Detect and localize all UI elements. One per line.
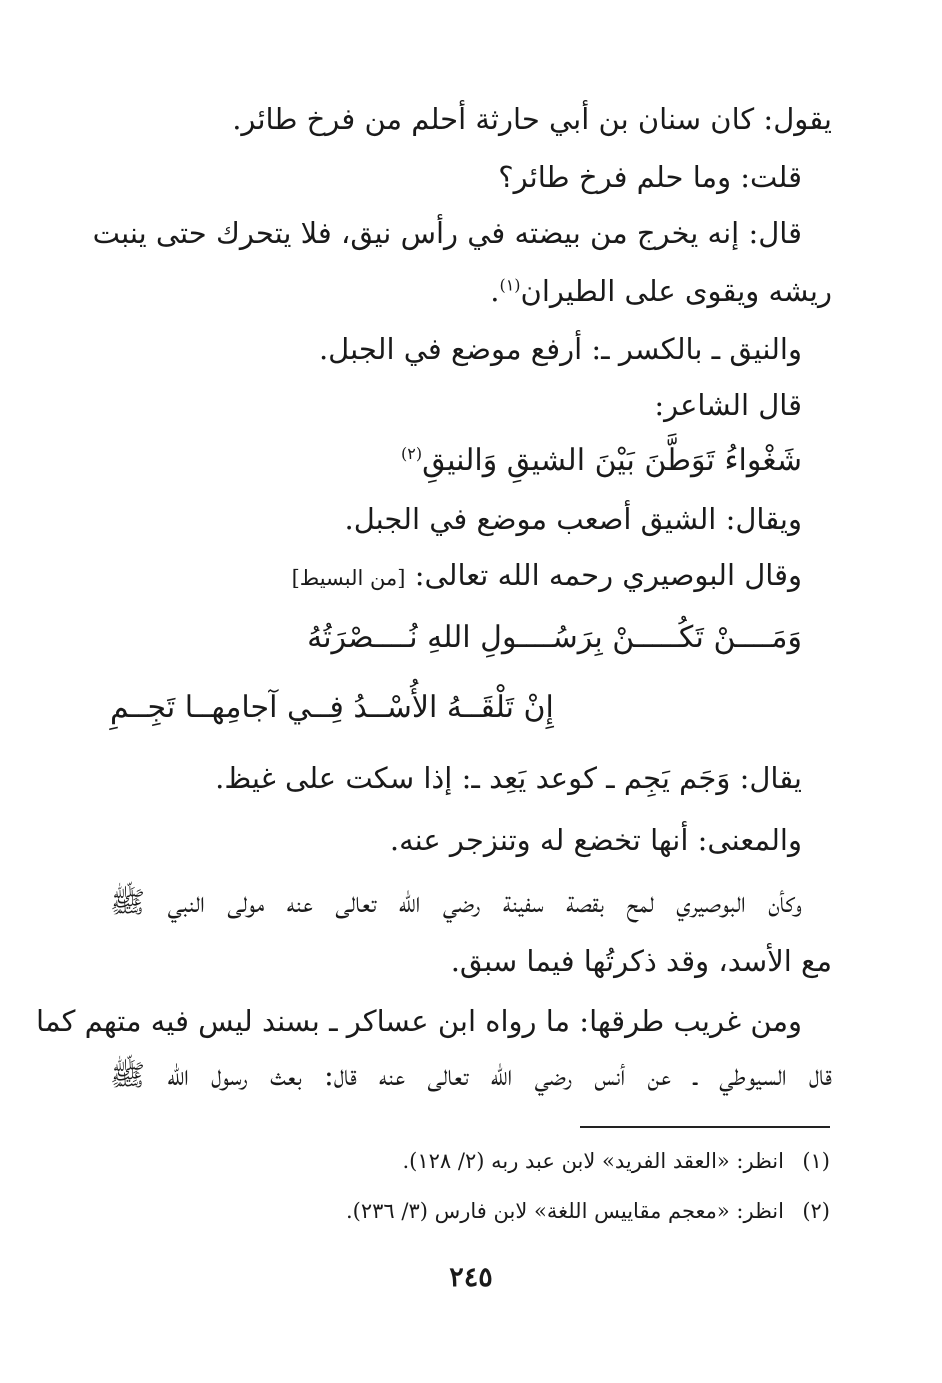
text-line-9: يقال: وَجَم يَجِم ـ كوعد يَعِد ـ: إذا سكت على غيظ. — [215, 761, 802, 795]
verse-hemistich-1: وَمَــــنْ تَكُـــــنْ بِرَسُــــولِ اللهِ نُــــصْرَتُهُ — [307, 620, 802, 655]
verse-line-1-content: شَغْواءُ تَوَطَّنَ بَيْنَ الشيقِ وَالنيقِ — [422, 443, 802, 478]
footnote-1-text: انظر: «العقد الفريد» لابن عبد ربه (٢/ ١٢٨). — [402, 1149, 784, 1173]
text-line-3: قال: إنه يخرج من بيضته في رأس نيق، فلا يتحرك حتى ينبت — [92, 216, 802, 250]
text-line-14: قال السيوطي ـ عن أنس رضي الله تعالى عنه قال: بعث رسول الله ﷺ — [110, 1058, 832, 1092]
text-line-5: والنيق ـ بالكسر ـ: أرفع موضع في الجبل. — [318, 332, 802, 366]
footnote-2-text: انظر: «معجم مقاييس اللغة» لابن فارس (٣/ ٢٣٦). — [345, 1199, 784, 1223]
meter-label: [من البسيط] — [291, 566, 406, 590]
footnote-2-number: (٢) — [802, 1199, 830, 1223]
text-line-10: والمعنى: أنها تخضع له وتنزجر عنه. — [389, 823, 802, 857]
text-line-11: وكأن البوصيري لمح بقصة سفينة رضي الله تعالى عنه مولى النبي ﷺ — [110, 885, 802, 919]
text-line-4-end: . — [490, 274, 500, 308]
text-line-12: مع الأسد، وقد ذكرتُها فيما سبق. — [450, 944, 832, 978]
footnote-ref-2: (٢) — [401, 444, 423, 463]
text-line-8-content: وقال البوصيري رحمه الله تعالى: — [414, 558, 802, 592]
text-line-1: يقول: كان سنان بن أبي حارثة أحلم من فرخ طائر. — [232, 102, 832, 136]
footnote-ref-1: (١) — [499, 275, 521, 295]
footnote-2 — [346, 1196, 830, 1226]
verse-line-1 — [401, 441, 802, 481]
text-line-4-content: ريشه ويقوى على الطيران — [520, 274, 832, 308]
text-line-6: قال الشاعر: — [654, 388, 802, 422]
footnote-separator — [580, 1126, 830, 1128]
footnote-1-number: (١) — [802, 1149, 830, 1173]
verse-hemistich-2: إِنْ تَلْقَــهُ الأُسْــدُ فِــي آجامِهــا تَجِــمِ — [110, 690, 554, 725]
text-line-4 — [490, 271, 832, 311]
text-line-8 — [292, 555, 802, 598]
page-number: ٢٤٥ — [449, 1262, 493, 1293]
text-line-7: ويقال: الشيق أصعب موضع في الجبل. — [344, 502, 802, 536]
text-line-13: ومن غريب طرقها: ما رواه ابن عساكر ـ بسند ليس فيه متهم كما — [35, 1004, 802, 1038]
footnote-1 — [402, 1146, 830, 1176]
text-line-2: قلت: وما حلم فرخ طائر؟ — [498, 160, 802, 194]
